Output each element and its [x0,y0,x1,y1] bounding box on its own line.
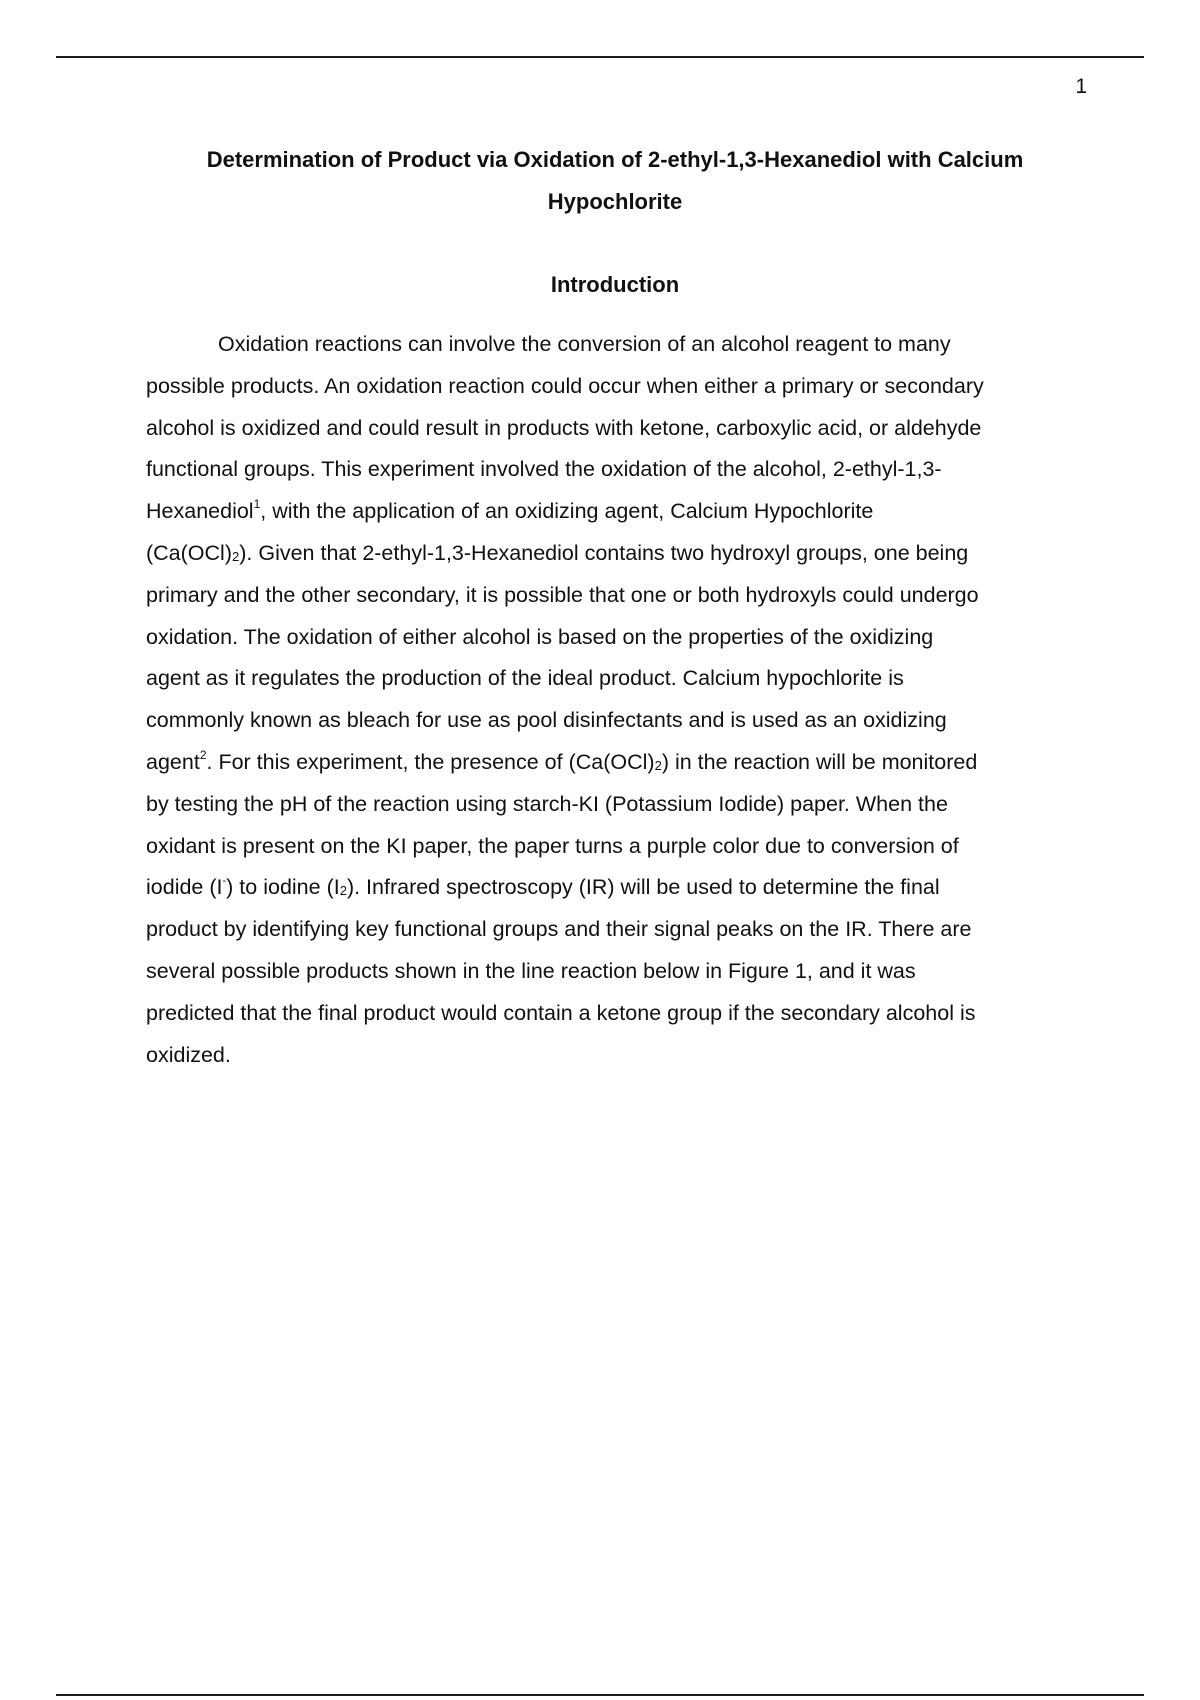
text-line: functional groups. This experiment involved the oxidation of the alcohol, 2-ethyl-1,3- [146,457,942,482]
text-run: (Ca(OCl) [146,540,232,565]
title-line-1: Determination of Product via Oxidation of 2-ethyl-1,3-Hexanediol with Calcium [206,147,1024,172]
text-run: iodide (I [146,875,223,900]
reference-marker: 2 [199,747,207,762]
header-rule [56,56,1144,58]
chemical-subscript: 2 [654,757,662,773]
text-line: primary and the other secondary, it is possible that one or both hydroxyls could undergo [146,582,979,607]
text-run: agent [146,749,200,774]
text-line [146,533,1092,575]
text-line: oxidation. The oxidation of either alcohol is based on the properties of the oxidizing [146,624,934,649]
text-line: several possible products shown in the line reaction below in Figure 1, and it was [146,958,916,983]
document-title [145,139,1085,223]
text-run: . For this experiment, the presence of (Ca(OCl) [206,749,655,774]
text-run: ). Infrared spectroscopy (IR) will be used to determine the final [346,875,940,900]
chemical-subscript: 2 [339,883,347,899]
text-run: , with the application of an oxidizing agent, Calcium Hypochlorite [260,499,874,524]
text-line [146,742,1092,784]
text-line: by testing the pH of the reaction using starch-KI (Potassium Iodide) paper. When the [146,791,948,816]
reference-marker: 1 [253,497,261,512]
text-run: ). Given that 2-ethyl-1,3-Hexanediol contains two hydroxyl groups, one being [239,540,969,565]
text-run: ) in the reaction will be monitored [661,749,978,774]
title-line-2: Hypochlorite [547,189,683,214]
text-line: product by identifying key functional groups and their signal peaks on the IR. There are [146,917,972,942]
text-line: oxidized. [146,1042,231,1067]
footer-rule [56,1694,1144,1696]
text-line: oxidant is present on the KI paper, the paper turns a purple color due to conversion of [146,833,959,858]
text-line: predicted that the final product would contain a ketone group if the secondary alcohol is [146,1000,976,1025]
text-line: alcohol is oxidized and could result in products with ketone, carboxylic acid, or aldehyde [146,415,982,440]
text-line: agent as it regulates the production of the ideal product. Calcium hypochlorite is [146,666,904,691]
introduction-paragraph [146,324,1092,1076]
ion-charge: - [222,875,227,888]
chemical-subscript: 2 [232,548,240,564]
section-heading: Introduction [550,272,680,297]
text-line: possible products. An oxidation reaction could occur when either a primary or secondary [146,373,984,398]
text-run: ) to iodine (I [226,875,340,900]
text-line [146,867,1092,909]
text-line [146,491,1092,533]
page-number: 1 [1075,75,1087,98]
text-run: Hexanediol [146,499,254,524]
text-line: commonly known as bleach for use as pool disinfectants and is used as an oxidizing [146,708,947,733]
text-line: Oxidation reactions can involve the conversion of an alcohol reagent to many [218,332,951,356]
